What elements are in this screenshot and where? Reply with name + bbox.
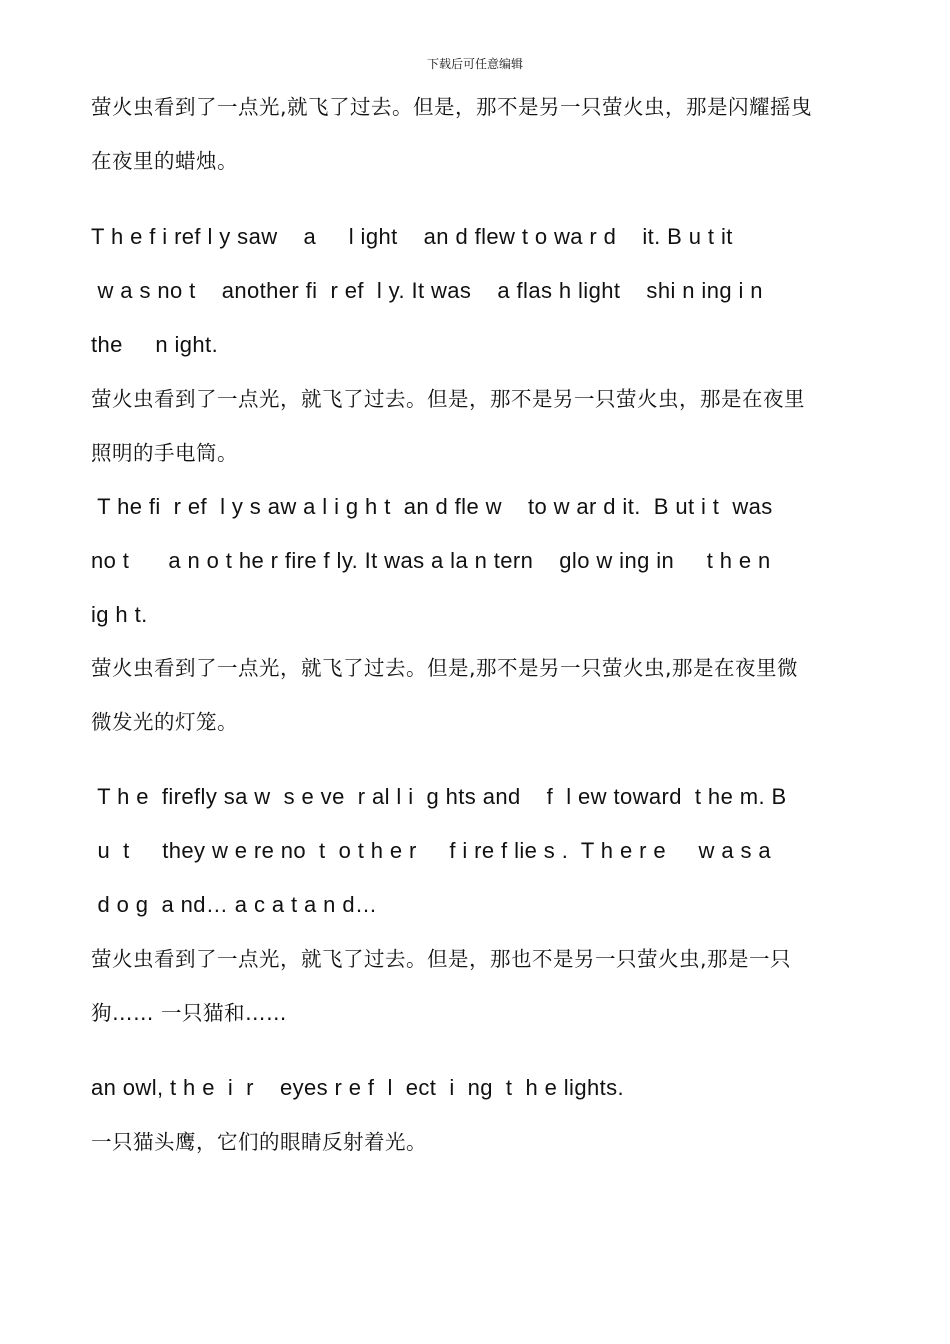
paragraph-en <box>91 210 866 372</box>
paragraph-en <box>91 480 866 642</box>
paragraph-en <box>91 1061 866 1115</box>
text-line: d o g a nd… a c a t a n d… <box>91 892 378 917</box>
page-header-note: 下载后可任意编辑 <box>426 57 523 71</box>
paragraph-zh <box>91 372 866 480</box>
text-line: 微发光的灯笼。 <box>91 710 238 734</box>
text-line: 萤火虫看到了一点光,就飞了过去。但是，那不是另一只萤火虫，那是闪耀摇曳 <box>91 95 813 119</box>
text-line: 萤火虫看到了一点光，就飞了过去。但是,那不是另一只萤火虫,那是在夜里微 <box>91 656 799 680</box>
paragraph-zh <box>91 932 866 1040</box>
text-line: 一只猫头鹰，它们的眼睛反射着光。 <box>91 1130 427 1154</box>
text-line: T h e firefly sa w s e ve r al l i g hts and f l ew toward t he m. B <box>91 784 787 809</box>
paragraph-zh <box>91 1115 866 1169</box>
text-line: T he fi r ef l y s aw a l i g h t an d fle w to w ar d it. B ut i t was <box>91 494 773 519</box>
text-line: ig h t. <box>91 602 148 627</box>
text-line: 萤火虫看到了一点光，就飞了过去。但是，那不是另一只萤火虫，那是在夜里 <box>91 387 805 411</box>
text-line: the n ight. <box>91 332 219 357</box>
text-line: no t a n o t he r fire f ly. It was a la n tern glo w ing in t h e n <box>91 548 771 573</box>
text-line: 在夜里的蜡烛。 <box>91 149 238 173</box>
text-line: 狗…… 一只猫和…… <box>91 1001 288 1025</box>
paragraph-zh <box>91 80 866 188</box>
paragraph-en <box>91 770 866 932</box>
text-line: 萤火虫看到了一点光，就飞了过去。但是，那也不是另一只萤火虫,那是一只 <box>91 947 792 971</box>
text-line: w a s no t another fi r ef l y. It was a flas h light shi n ing i n <box>91 278 763 303</box>
text-line: T h e f i ref l y saw a l ight an d flew t o wa r d it. B u t it <box>91 224 733 249</box>
text-line: u t they w e re no t o t h e r f i re f lie s . T h e r e w a s a <box>91 838 772 863</box>
paragraph-zh <box>91 641 866 749</box>
text-line: an owl, t h e i r eyes r e f l ect i ng t h e lights. <box>91 1075 625 1100</box>
text-line: 照明的手电筒。 <box>91 441 238 465</box>
